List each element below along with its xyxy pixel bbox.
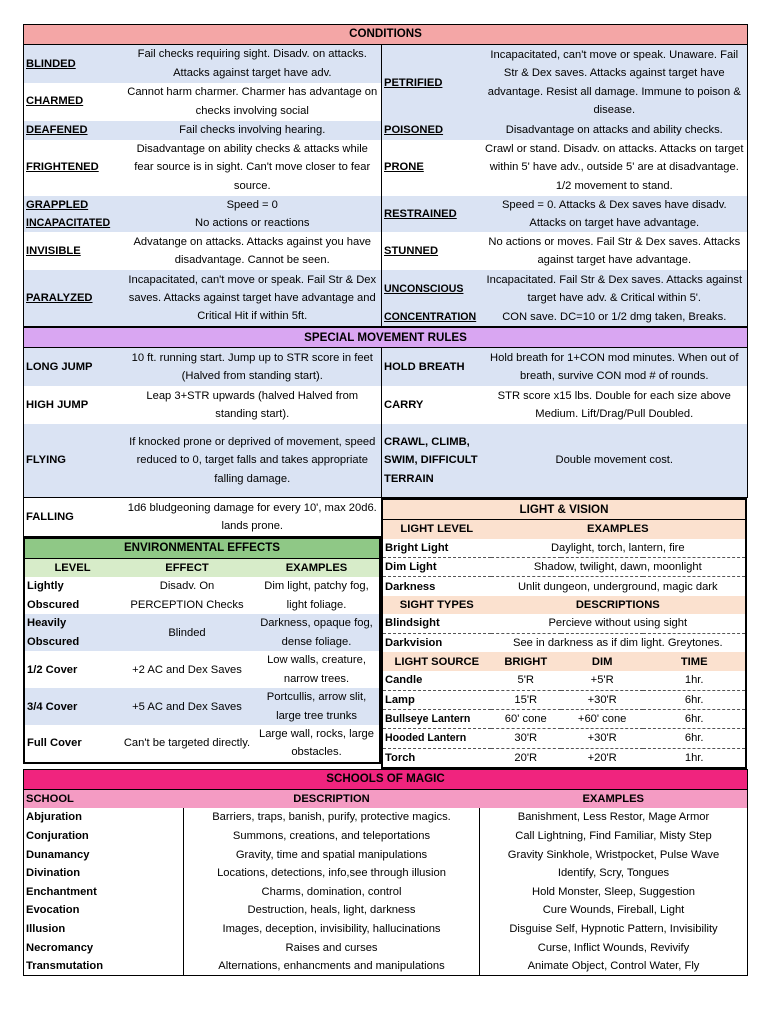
- magic-examples: Banishment, Less Restor, Mage Armor: [480, 808, 748, 827]
- condition-grappled-desc: Speed = 0: [226, 198, 278, 211]
- magic-school: Dunamancy: [26, 848, 90, 861]
- condition-prone: PRONE: [382, 140, 482, 196]
- condition-unconscious-desc: Incapacitated. Fail Str & Dex saves. Attacks against target have adv. & Critical within 5'.: [486, 273, 743, 305]
- condition-prone-desc: Crawl or stand. Disadv. on attacks. Attacks on target within 5' have adv., outside 5' are at disadvantage. 1/2 movement to stand.: [485, 143, 744, 192]
- sight-desc: Percieve without using sight: [548, 617, 688, 630]
- magic-desc: Images, deception, invisibility, hallucinations: [184, 920, 480, 939]
- magic-school: Evocation: [26, 904, 80, 917]
- condition-paralyzed: PARALYZED: [26, 292, 93, 305]
- light-level-examples: Unlit dungeon, underground, magic dark: [491, 577, 746, 596]
- magic-examples: Animate Object, Control Water, Fly: [480, 957, 748, 976]
- magic-examples: Disguise Self, Hypnotic Pattern, Invisibility: [480, 920, 748, 939]
- special-title: SPECIAL MOVEMENT RULES: [24, 328, 748, 348]
- condition-petrified: PETRIFIED: [382, 45, 482, 121]
- sight-desc: See in darkness as if dim light. Greytones.: [491, 633, 746, 652]
- light-col-source: LIGHT SOURCE: [394, 655, 480, 668]
- special-movement-table: [23, 327, 748, 498]
- condition-stunned-desc: No actions or moves. Fail Str & Dex saves. Attacks against target have advantage.: [488, 235, 741, 267]
- light-time: 6hr.: [643, 690, 746, 709]
- light-level: Bright Light: [385, 541, 449, 554]
- light-time: 6hr.: [643, 710, 746, 729]
- rule-long-jump: LONG JUMP: [26, 360, 93, 373]
- condition-blinded: BLINDED: [26, 57, 76, 70]
- magic-examples: Gravity Sinkhole, Wristpocket, Pulse Wave: [480, 845, 748, 864]
- env-examples: Portcullis, arrow slit, large tree trunks: [266, 691, 367, 722]
- env-col-level: LEVEL: [54, 561, 91, 574]
- light-bright: 30'R: [491, 729, 561, 748]
- env-col-effect: EFFECT: [165, 561, 209, 574]
- light-col-examples: EXAMPLES: [587, 523, 649, 536]
- env-level: Lightly Obscured: [27, 580, 80, 611]
- light-time: 1hr.: [684, 674, 704, 687]
- rule-carry-desc: STR score x15 lbs. Double for each size above Medium. Lift/Drag/Pull Doubled.: [497, 389, 731, 420]
- conditions-table: [23, 24, 748, 327]
- light-col-bright: BRIGHT: [504, 655, 548, 668]
- env-effect: Disadv. On PERCEPTION Checks: [130, 580, 244, 611]
- light-source: Bullseye Lantern: [382, 710, 491, 729]
- magic-school: Transmutation: [26, 960, 104, 973]
- condition-concentration-desc: CON save. DC=10 or 1/2 dmg taken, Breaks.: [502, 311, 727, 324]
- environmental-table: [23, 537, 381, 764]
- magic-school: Necromancy: [26, 941, 94, 954]
- rule-falling: FALLING: [26, 510, 74, 523]
- rule-hold-breath-desc: Hold breath for 1+CON mod minutes. When out of breath, survive CON mod # of rounds.: [490, 351, 739, 383]
- rule-long-jump-desc: 10 ft. running start. Jump up to STR score in feet (Halved from standing start).: [131, 351, 373, 383]
- magic-desc: Locations, detections, info,see through illusion: [184, 864, 480, 883]
- light-dim: +30'R: [561, 729, 643, 748]
- env-col-examples: EXAMPLES: [285, 561, 348, 574]
- env-examples: Low walls, creature, narrow trees.: [267, 654, 366, 685]
- condition-concentration: CONCENTRATION: [382, 308, 482, 327]
- condition-charmed-desc: Cannot harm charmer. Charmer has advantage on checks involving social: [127, 86, 378, 117]
- magic-table: [23, 769, 748, 976]
- magic-school: Enchantment: [26, 885, 97, 898]
- condition-frightened: FRIGHTENED: [26, 161, 99, 174]
- light-level-examples: Shadow, twilight, dawn, moonlight: [491, 558, 746, 577]
- middle-left: [23, 498, 381, 769]
- light-dim: +30'R: [561, 690, 643, 709]
- light-source: Torch: [382, 748, 491, 768]
- light-col-desc: DESCRIPTIONS: [575, 598, 660, 611]
- rule-high-jump: HIGH JUMP: [26, 398, 89, 411]
- condition-frightened-desc: Disadvantage on ability checks & attacks while fear source is in sight. Can't move closer to fear source.: [134, 143, 371, 192]
- magic-desc: Barriers, traps, banish, purify, protective magics.: [184, 808, 480, 827]
- magic-examples: Hold Monster, Sleep, Suggestion: [480, 883, 748, 902]
- light-level: Dim Light: [382, 558, 491, 577]
- light-col-dim: DIM: [591, 655, 613, 668]
- rule-falling-desc: 1d6 bludgeoning damage for every 10', max 20d6. lands prone.: [127, 501, 377, 533]
- rule-hold-breath: HOLD BREATH: [382, 348, 482, 386]
- magic-examples: Identify, Scry, Tongues: [480, 864, 748, 883]
- condition-stunned: STUNNED: [382, 232, 482, 270]
- light-bright: 15'R: [491, 690, 561, 709]
- light-vision-table: [381, 498, 747, 769]
- light-level-examples: Daylight, torch, lantern, fire: [550, 541, 685, 554]
- condition-restrained: RESTRAINED: [382, 196, 482, 233]
- light-source: Lamp: [382, 690, 491, 709]
- light-level: Darkness: [382, 577, 491, 596]
- magic-examples: Curse, Inflict Wounds, Revivify: [480, 938, 748, 957]
- light-source: Candle: [385, 674, 423, 687]
- magic-desc: Destruction, heals, light, darkness: [184, 901, 480, 920]
- light-dim: +5'R: [590, 674, 614, 687]
- condition-deafened: DEAFENED: [24, 121, 124, 140]
- sight-type: Blindsight: [385, 617, 440, 630]
- env-effect: +2 AC and Dex Saves: [132, 663, 242, 676]
- condition-blinded-desc: Fail checks requiring sight. Disadv. on attacks. Attacks against target have adv.: [137, 48, 367, 79]
- env-level: 1/2 Cover: [27, 663, 78, 676]
- rule-high-jump-desc: Leap 3+STR upwards (halved Halved from standing start).: [146, 389, 359, 420]
- magic-desc: Raises and curses: [184, 938, 480, 957]
- light-bright: 5'R: [517, 674, 534, 687]
- sight-type: Darkvision: [382, 633, 491, 652]
- light-vision-panel: [381, 498, 747, 769]
- magic-desc: Summons, creations, and teleportations: [184, 827, 480, 846]
- env-level: 3/4 Cover: [27, 700, 78, 713]
- magic-title: SCHOOLS OF MAGIC: [24, 769, 748, 789]
- rule-crawl-desc: Double movement cost.: [555, 454, 674, 467]
- magic-examples: Call Lightning, Find Familiar, Misty Step: [480, 827, 748, 846]
- light-title: LIGHT & VISION: [382, 499, 746, 520]
- condition-petrified-desc: Incapacitated, can't move or speak. Unaware. Fail Str & Dex saves. Attacks against target have advantage. Resist all damage. Immune to poison & disease.: [487, 49, 741, 117]
- light-time: 6hr.: [643, 729, 746, 748]
- rule-crawl: CRAWL, CLIMB, SWIM, DIFFICULT TERRAIN: [382, 424, 482, 498]
- magic-col-desc: DESCRIPTION: [293, 792, 370, 805]
- light-dim: +60' cone: [561, 710, 643, 729]
- magic-col-examples: EXAMPLES: [582, 792, 645, 805]
- env-level: Heavily Obscured: [27, 617, 80, 648]
- environmental-title: ENVIRONMENTAL EFFECTS: [24, 538, 380, 559]
- magic-examples: Cure Wounds, Fireball, Light: [480, 901, 748, 920]
- light-bright: 20'R: [491, 748, 561, 768]
- env-examples: Dim light, patchy fog, light foliage.: [264, 580, 369, 611]
- light-dim: +20'R: [561, 748, 643, 768]
- light-col-sight: SIGHT TYPES: [399, 598, 474, 611]
- magic-school: Abjuration: [26, 811, 82, 824]
- light-bright: 60' cone: [491, 710, 561, 729]
- condition-unconscious: UNCONSCIOUS: [382, 270, 482, 308]
- condition-invisible-desc: Advatange on attacks. Attacks against you have disadvantage. Cannot be seen.: [133, 235, 372, 267]
- condition-paralyzed-desc: Incapacitated, can't move or speak. Fail Str & Dex saves. Attacks against target have advantage and Critical Hit if within 5ft.: [128, 273, 377, 323]
- magic-school: Divination: [26, 867, 81, 880]
- env-effect: Blinded: [168, 626, 206, 639]
- magic-desc: Gravity, time and spatial manipulations: [184, 845, 480, 864]
- condition-incapacitated: INCAPACITATED: [26, 216, 111, 229]
- light-time: 1hr.: [643, 748, 746, 768]
- magic-school: Illusion: [26, 922, 66, 935]
- conditions-title: CONDITIONS: [24, 25, 748, 45]
- light-source: Hooded Lantern: [382, 729, 491, 748]
- env-examples: Large wall, rocks, large obstacles.: [258, 728, 375, 759]
- rule-flying: FLYING: [26, 454, 66, 467]
- env-effect: Can't be targeted directly.: [123, 737, 251, 750]
- magic-desc: Alternations, enhancments and manipulations: [184, 957, 480, 976]
- condition-deafened-desc: Fail checks involving hearing.: [124, 121, 382, 140]
- env-level: Full Cover: [27, 737, 82, 750]
- cheat-sheet: [23, 24, 747, 976]
- magic-desc: Charms, domination, control: [184, 883, 480, 902]
- env-effect: +5 AC and Dex Saves: [132, 700, 242, 713]
- condition-incapacitated-desc: No actions or reactions: [195, 216, 310, 229]
- condition-invisible: INVISIBLE: [26, 244, 81, 257]
- condition-grappled: GRAPPLED: [26, 198, 89, 211]
- rule-flying-desc: If knocked prone or deprived of movement, speed reduced to 0, target falls and takes appropriate falling damage.: [129, 436, 376, 485]
- magic-col-school: SCHOOL: [26, 792, 74, 805]
- light-col-level: LIGHT LEVEL: [400, 523, 474, 536]
- rule-carry: CARRY: [382, 386, 482, 424]
- condition-restrained-desc: Speed = 0. Attacks & Dex saves have disadv. Attacks on target have advantage.: [501, 198, 727, 229]
- condition-charmed: CHARMED: [26, 95, 84, 108]
- falling-table: [23, 498, 382, 537]
- condition-poisoned: POISONED: [382, 121, 482, 140]
- magic-school: Conjuration: [26, 830, 89, 842]
- light-col-time: TIME: [680, 655, 708, 668]
- middle-section: [23, 498, 747, 769]
- condition-poisoned-desc: Disadvantage on attacks and ability checks.: [482, 121, 748, 140]
- env-examples: Darkness, opaque fog, dense foliage.: [260, 617, 373, 648]
